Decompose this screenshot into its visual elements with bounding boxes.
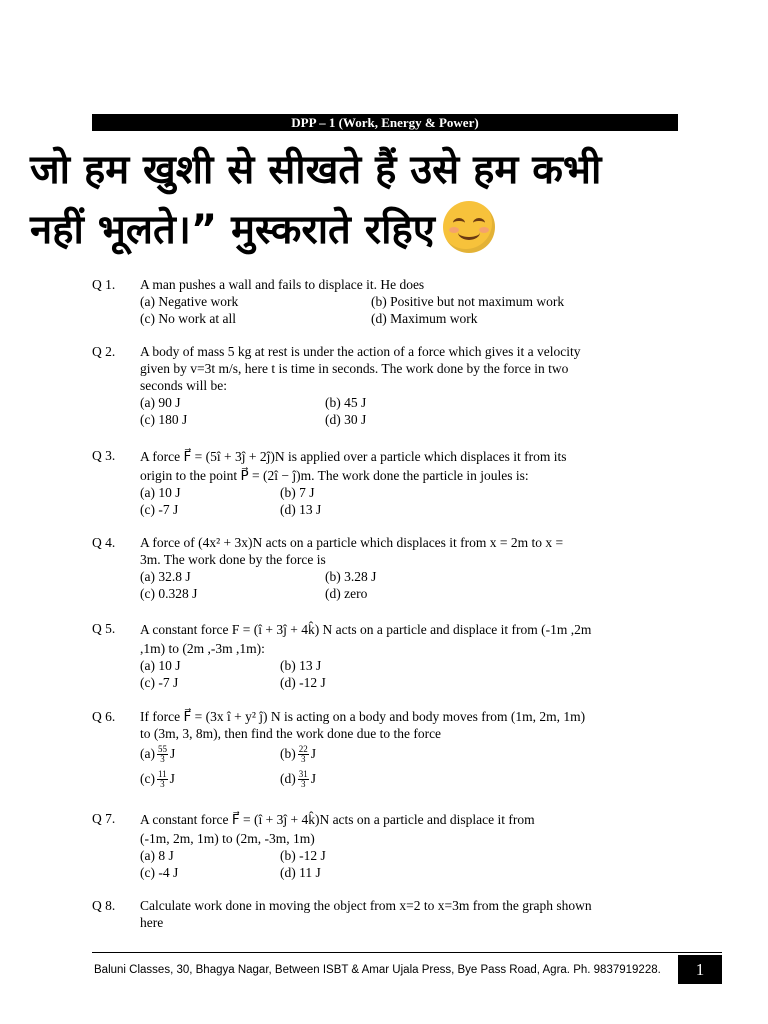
option-a: (a) $\frac{55}{3}$ J: [140, 744, 176, 765]
option-a: (a) 90 J: [140, 395, 181, 410]
option-d: (d) -12 J: [280, 675, 326, 690]
question-text: here: [140, 915, 164, 930]
question-text: seconds will be:: [140, 378, 227, 393]
option-a: (a) 8 J: [140, 848, 174, 863]
option-d: (d) 11 J: [280, 865, 321, 880]
question-text: to (3m, 3, 8m), then find the work done due to the force: [140, 726, 442, 741]
option-b: (b) 45 J: [325, 395, 367, 410]
question-text: A man pushes a wall and fails to displace it. He does: [140, 277, 425, 292]
question-number: Q 3.: [92, 448, 116, 463]
footer-divider: [92, 952, 722, 953]
worksheet-title: DPP – 1 (Work, Energy & Power): [92, 114, 678, 131]
question-number: Q 8.: [92, 898, 116, 913]
question-number: Q 1.: [92, 277, 116, 292]
option-c: (c) $\frac{11}{3}$ J: [140, 769, 175, 790]
option-c: (c) -7 J: [140, 675, 179, 690]
quote-line-1: जो हम खुशी से सीखते हैं उसे हम कभी: [30, 147, 602, 193]
option-d: (d) $\frac{31}{3}$ J: [280, 769, 317, 790]
question-text: A force F⃗ = (5î + 3ĵ + 2ĵ)N is applied over a particle which displaces it from its: [140, 449, 567, 464]
motivational-quote: [30, 140, 740, 260]
page-number: 1: [678, 955, 722, 984]
question-number: Q 7.: [92, 811, 116, 826]
question-text: A constant force F⃗ = (î + 3ĵ + 4k̂)N acts on a particle and displace it from: [140, 812, 535, 827]
question-number: Q 4.: [92, 535, 116, 550]
option-b: (b) 13 J: [280, 658, 322, 673]
option-c: (c) 0.328 J: [140, 586, 198, 601]
option-c: (c) 180 J: [140, 412, 188, 427]
question-text: given by v=3t m/s, here t is time in seconds. The work done by the force in two: [140, 361, 569, 376]
option-d: (d) zero: [325, 586, 368, 601]
option-c: (c) No work at all: [140, 311, 236, 326]
footer-address: Baluni Classes, 30, Bhagya Nagar, Between ISBT & Amar Ujala Press, Bye Pass Road, Agra. Ph. 9837919228.: [94, 964, 661, 976]
option-c: (c) -4 J: [140, 865, 179, 880]
option-a: (a) 10 J: [140, 658, 181, 673]
question-text: ,1m) to (2m ,-3m ,1m):: [140, 641, 265, 656]
option-d: (d) 13 J: [280, 502, 322, 517]
question-number: Q 6.: [92, 709, 116, 724]
question-text: Calculate work done in moving the object from x=2 to x=3m from the graph shown: [140, 898, 592, 913]
option-b: (b) 7 J: [280, 485, 315, 500]
option-b: (b) 3.28 J: [325, 569, 377, 584]
option-d: (d) 30 J: [325, 412, 367, 427]
question-text: A force of (4x² + 3x)N acts on a particle which displaces it from x = 2m to x =: [140, 535, 564, 550]
question-text: A constant force F = (î + 3ĵ + 4k̂) N acts on a particle and displace it from (-1m ,2m: [140, 622, 592, 637]
option-b: (b) $\frac{22}{3}$ J: [280, 744, 317, 765]
smiling-face-emoji-icon: [443, 201, 495, 253]
option-b: (b) Positive but not maximum work: [371, 294, 565, 309]
question-text: 3m. The work done by the force is: [140, 552, 326, 567]
quote-line-2: नहीं भूलते।” मुस्कराते रहिए: [30, 207, 435, 253]
question-text: (-1m, 2m, 1m) to (2m, -3m, 1m): [140, 831, 315, 846]
question-text: origin to the point P⃗ = (2î − ĵ)m. The work done the particle in joules is:: [140, 468, 529, 483]
question-text: A body of mass 5 kg at rest is under the action of a force which gives it a velocity: [140, 344, 581, 359]
option-a: (a) 32.8 J: [140, 569, 191, 584]
option-b: (b) -12 J: [280, 848, 326, 863]
question-number: Q 2.: [92, 344, 116, 359]
question-text: If force F⃗ = (3x î + y² ĵ) N is acting on a body and body moves from (1m, 2m, 1m): [140, 709, 586, 724]
option-a: (a) 10 J: [140, 485, 181, 500]
option-a: (a) Negative work: [140, 294, 239, 309]
question-number: Q 5.: [92, 621, 116, 636]
option-c: (c) -7 J: [140, 502, 179, 517]
option-d: (d) Maximum work: [371, 311, 478, 326]
